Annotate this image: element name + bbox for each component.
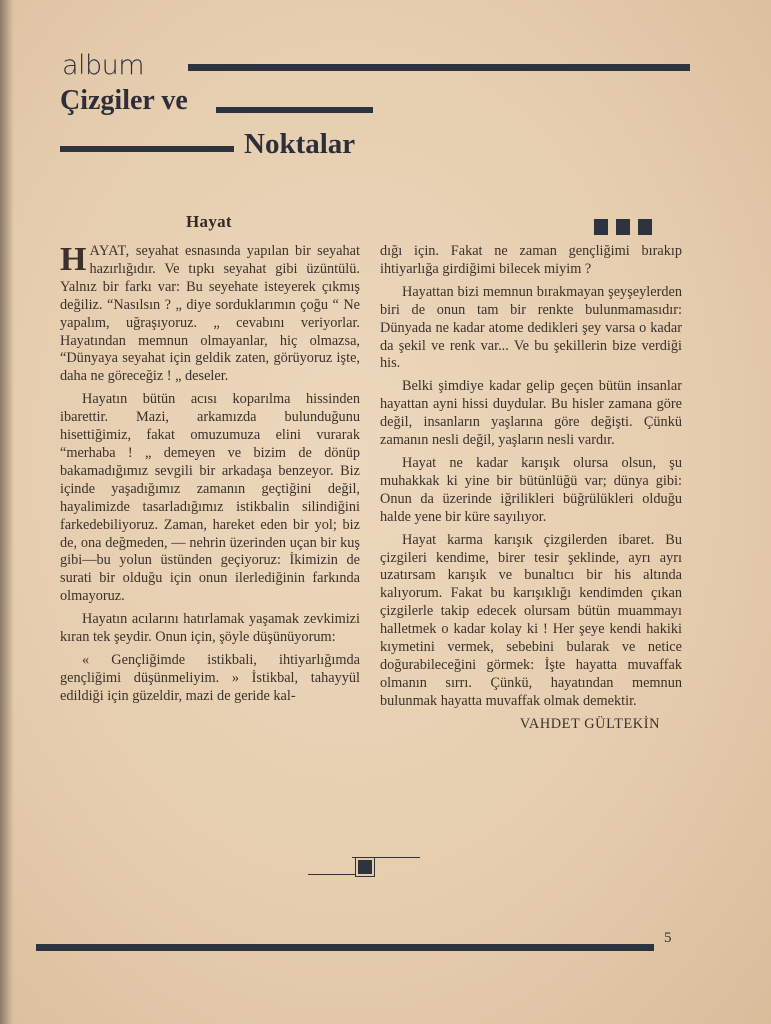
- paragraph: dığı için. Fakat ne zaman gençliğimi bırakıp ihtiyarlığa girdiğimi bilecek miyim ?: [380, 243, 682, 277]
- title-line-2: Noktalar: [244, 128, 356, 160]
- page-number: 5: [664, 930, 672, 946]
- square-icon: [638, 219, 652, 235]
- ornament-square-icon: [358, 860, 372, 874]
- paragraph: Hayat karma karışık çizgilerden ibaret. Bu çizgileri kendime, birer tesir şeklinde, ayrı ayrı uzatırsam karışık ve bunaltıcı bir his altında kalıyorum. Fakat bu karışıklığı kendimden çıkan çizgilerle takip edecek olursam bütün muammayı halletmek o kadar kolay ki ! Her şeye kendi hakiki kıymetini vermek, sebebini bularak ve netice doğurabileceğini görmek: İşte hayatta muvaffak olmanın sırrı. Çünkü, hayatından memnun bulunmak hayatta muvaffak olmak demektir.: [380, 531, 682, 709]
- album-label: album: [62, 50, 145, 81]
- paragraph: [60, 243, 360, 386]
- header-rule-middle: [216, 107, 373, 113]
- paragraph: « Gençliğimde istikbali, ihtiyarlığımda gençliğimi düşünmeliyim. » İstikbal, tahayyül edildiği için güzeldir, mazi de geride kal-: [60, 651, 360, 704]
- square-icon: [616, 219, 630, 235]
- paragraph-text: seyahat esnasında yapılan bir seyahat hazırlığıdır. Ve tıpkı seyahat gibi üzüntülü. Yalnız bir farkı var: Bu seyehate isteyerek çıkmış değiliz. “Nasılsın ? „ diye sorduklarımın çoğu “ Ne yapalım, uğraşıyoruz. „ cevabını veriyorlar. Hayatından memnun olmayanlar, hiç olmazsa, “Dünyaya seyahat için geldik zaten, görüyoruz işte, daha ne göreceğiz ! „ deseler.: [60, 243, 360, 385]
- ornament-line-upper: [352, 857, 420, 858]
- paragraph: Belki şimdiye kadar gelip geçen bütün insanlar hayattan ayni hissi duydular. Bu hisler zamana göre değil, insanların yaşlarına göre değişti. Çünkü zamanın nesli değil, yaşların nesli vardır.: [380, 378, 682, 449]
- header-rule-top: [188, 64, 690, 71]
- article-column-right: [380, 243, 682, 739]
- footer-rule: [36, 944, 654, 951]
- drop-cap: H: [60, 241, 87, 278]
- article-heading: Hayat: [186, 212, 232, 231]
- paragraph: Hayat ne kadar karışık olursa olsun, şu muhakkak ki yine bir bütünlüğü var; dünya gibi: Onun da üzerinde iğrilikleri büğrülükleri olduğu halde yene bir küre sayılıyor.: [380, 454, 682, 525]
- author-signature: VAHDET GÜLTEKİN: [519, 715, 660, 732]
- opening-caps: AYAT,: [89, 243, 130, 259]
- paragraph: Hayatın acılarını hatırlamak yaşamak zevkimizi kıran tek şeydir. Onun için, şöyle düşünüyorum:: [60, 611, 360, 646]
- square-icon: [594, 219, 608, 235]
- ornament-line-lower: [308, 874, 366, 875]
- page-spine-shadow: [0, 0, 14, 1024]
- header-rule-bottom: [60, 146, 234, 152]
- title-line-1: Çizgiler ve: [60, 85, 188, 116]
- article-column-left: [60, 243, 360, 711]
- paragraph: Hayatın bütün acısı koparılma hissinden ibarettir. Mazi, arkamızda bulunduğunu hisettiğimiz, fakat omuzumuza elini vurarak “merhaba ! „ demeyen ve bizim de dönüp bakamadığımız sevgili bir arkadaşa benzeyor. Biz içinde yaşadığımız zamanın geçtiğini değil, hayalimizde tasarladığımız istikbalin silindiğini farkedebiliyoruz. Zaman, hareket eden bir yol; biz de, ona değmeden, — nehrin üzerinden uçan bir kuş gibi—bu yolun üstünden geçiyoruz: İkimizin de surati bir olduğu için onun ilerlediğinin farkında olmayoruz.: [60, 391, 360, 605]
- paragraph: Hayattan bizi memnun bırakmayan şeyşeylerden biri de onun tam bir renkte bulunmamasıdır: Dünyada ne kadar atome dedikleri şey varsa o kadar da şekil ve renk var... Ve bu şekillerin bize verdiği his.: [380, 283, 682, 372]
